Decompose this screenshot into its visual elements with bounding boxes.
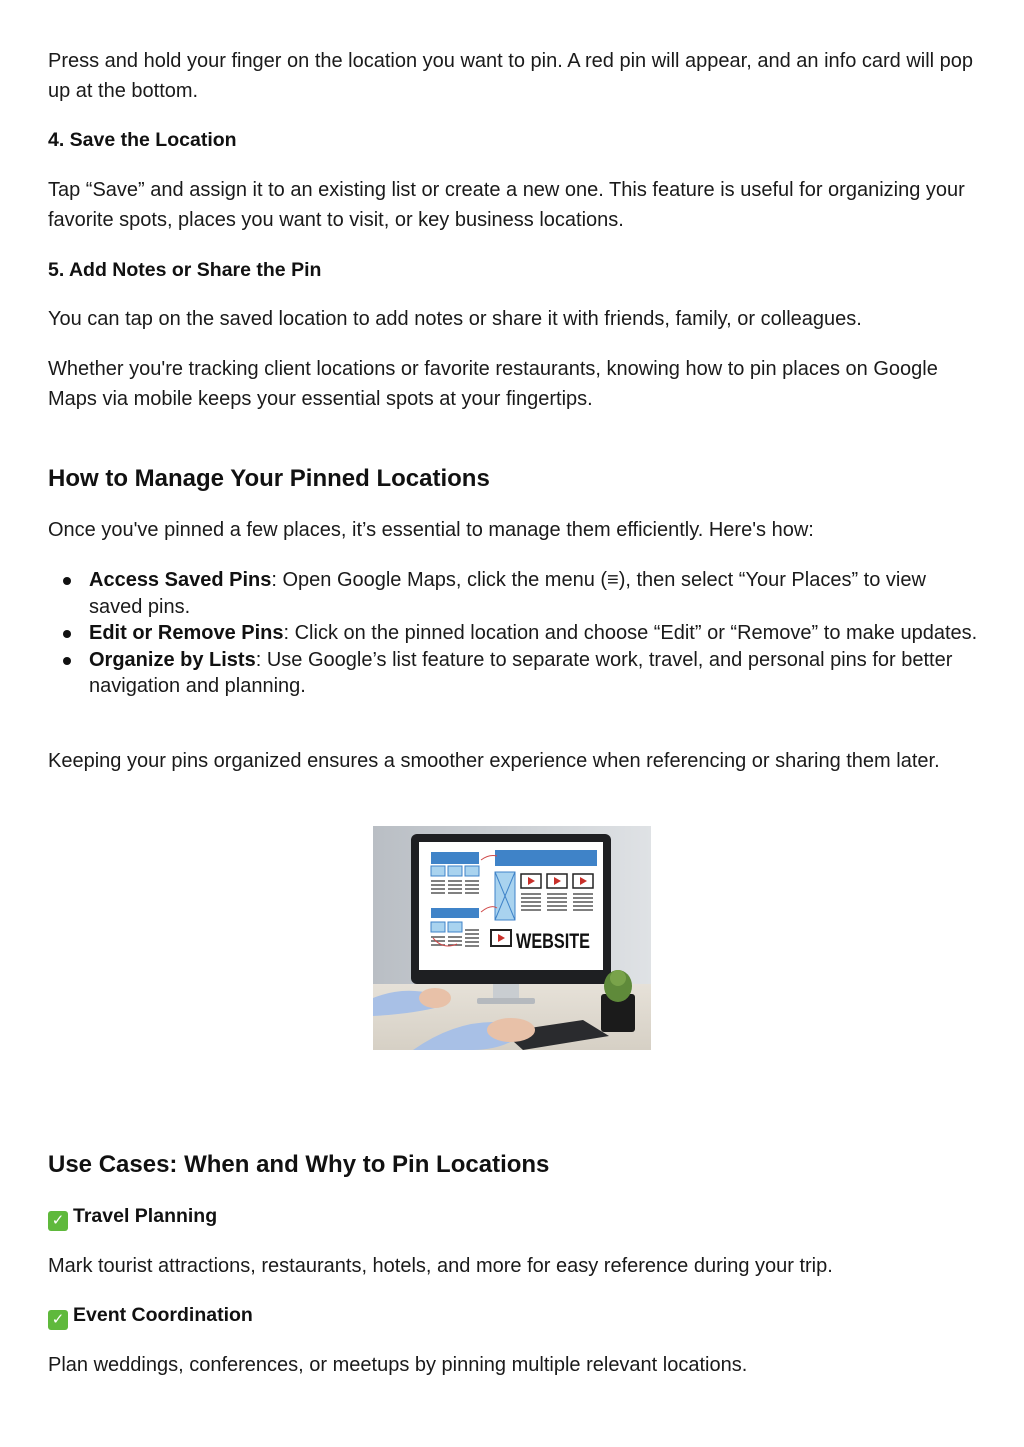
list-item-term: Organize by Lists [89,648,256,671]
use-case-2-heading-block [48,1301,983,1330]
use-case-heading [48,1301,983,1330]
step-5-body: You can tap on the saved location to add notes or share it with friends, family, or colleagues. [48,308,862,330]
list-item-text: : Open Google Maps, click the menu (≡), then select “Your Places” to view saved pins. [89,569,926,618]
intro-paragraph: Press and hold your finger on the location you want to pin. A red pin will appear, and an info card will pop up at the bottom. [48,50,974,102]
manage-outro: Keeping your pins organized ensures a smoother experience when referencing or sharing them later. [48,750,940,772]
wireframe-video-thumbnails [521,874,593,888]
use-case-1-body-block [48,1251,983,1281]
list-item-text: : Click on the pinned location and choose “Edit” or “Remove” to make updates. [283,622,978,644]
use-case-heading-text: Event Coordination [73,1304,253,1326]
use-case-heading-text: Travel Planning [73,1205,218,1227]
step-4-block [48,126,983,154]
wireframe-block [431,852,479,864]
use-cases-title-block [48,1148,983,1182]
use-cases-title: Use Cases: When and Why to Pin Locations [48,1151,550,1178]
list-item [48,647,983,700]
manage-list-block [48,567,983,700]
manage-section-title-block [48,462,983,496]
manage-list [48,567,983,700]
monitor-base [477,998,535,1004]
step-5-heading: 5. Add Notes or Share the Pin [48,259,322,281]
step-4-heading: 4. Save the Location [48,129,237,151]
use-case-1-heading-block [48,1202,983,1231]
manage-outro-block [48,746,983,776]
step-4-body: Tap “Save” and assign it to an existing list or create a new one. This feature is useful for organizing your favorite spots, places you want to visit, or key business locations. [48,179,965,231]
manage-intro-block [48,515,983,545]
use-case-body: Plan weddings, conferences, or meetups by pinning multiple relevant locations. [48,1354,748,1376]
list-item [48,567,983,620]
intro-block [48,46,983,106]
website-label: WEBSITE [516,930,590,953]
use-case-2-body-block [48,1350,983,1380]
list-item-term: Access Saved Pins [89,569,272,591]
use-case-heading [48,1202,983,1231]
bullet-icon [63,577,71,585]
summary-block [48,354,983,414]
list-item [48,620,983,647]
step-5-block [48,256,983,284]
list-item-term: Edit or Remove Pins [89,622,284,644]
hand-right [487,1018,535,1042]
use-case-body: Mark tourist attractions, restaurants, hotels, and more for easy reference during your trip. [48,1255,833,1277]
step-4-body-block [48,175,983,235]
wireframe-header [495,850,597,866]
bullet-icon [63,657,71,665]
manage-intro: Once you've pinned a few places, it’s essential to manage them efficiently. Here's how: [48,519,814,541]
manage-section-title: How to Manage Your Pinned Locations [48,465,490,492]
hand-left [419,988,451,1008]
bullet-icon [63,630,71,638]
check-mark-icon: ✓ [48,1310,68,1330]
website-illustration-svg [373,826,651,1050]
website-illustration [373,826,651,1050]
step-5-body-block [48,304,983,334]
list-item-text: : Use Google’s list feature to separate work, travel, and personal pins for better navigation and planning. [89,648,953,697]
summary-paragraph: Whether you're tracking client locations or favorite restaurants, knowing how to pin places on Google Maps via mobile keeps your essential spots at your fingertips. [48,358,938,410]
check-mark-icon: ✓ [48,1211,68,1231]
